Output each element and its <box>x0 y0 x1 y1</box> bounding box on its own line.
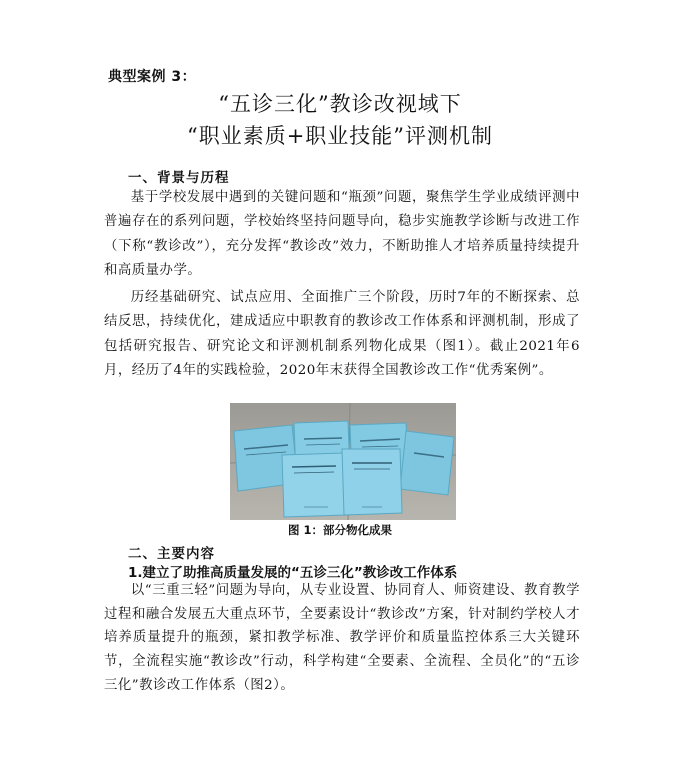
title-line-2: “职业素质+职业技能”评测机制 <box>186 124 494 148</box>
section-heading-main: 二、主要内容 <box>128 546 215 562</box>
figure-caption: 图 1：部分物化成果 <box>287 523 392 537</box>
main-paragraph-1: 以“三重三轻”问题为导向，从专业设置、协同育人、师资建设、教育教学过程和融合发展五大重点环节，全要素设计“教诊改”方案，针对制约学校人才培养质量提升的瓶颈，紧扣教学标准、教学评价和质量监控体系三大关键环节，全流程实施“教诊改”行动，科学构建“全要素、全流程、全员化”的“五诊三化”教诊改工作体系（图2）。 <box>104 583 580 693</box>
background-paragraph-2: 历经基础研究、试点应用、全面推广三个阶段，历时7年的不断探索、总结反思，持续优化，建成适应中职教育的教诊改工作体系和评测机制，形成了包括研究报告、研究论文和评测机制系列物化成果（图1）。截止2021年6月，经历了4年的实践检验，2020年末获得全国教诊改工作“优秀案例”。 <box>104 290 580 378</box>
background-paragraph-1: 基于学校发展中遇到的关键问题和“瓶颈”问题，聚焦学生学业成绩评测中普遍存在的系列问题，学校始终坚持问题导向，稳步实施教学诊断与改进工作（下称“教诊改”），充分发挥“教诊改”效力，不断助推人才培养质量持续提升和高质量办学。 <box>104 190 580 278</box>
booklet-front-center <box>342 449 402 515</box>
case-label: 典型案例 3： <box>108 69 197 85</box>
booklet-front-left <box>282 453 346 517</box>
booklet-far-right <box>400 431 454 495</box>
title-line-1: “五诊三化”教诊改视域下 <box>218 92 462 116</box>
section-heading-background: 一、背景与历程 <box>128 170 230 186</box>
subsection-heading-1: 1.建立了助推高质量发展的“五诊三化”教诊改工作体系 <box>128 565 458 581</box>
figure-photo-booklets <box>230 403 456 520</box>
